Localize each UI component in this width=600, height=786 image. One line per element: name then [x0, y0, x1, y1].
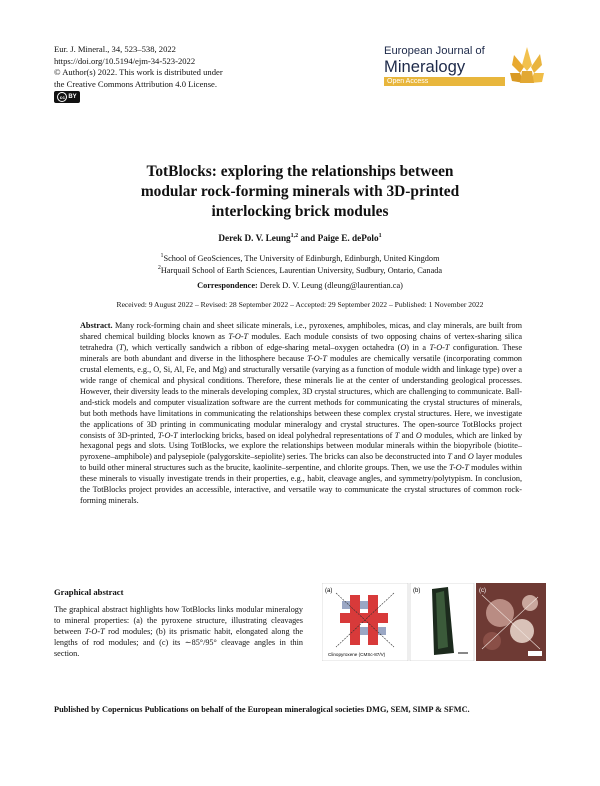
figure-panel-a-label: (a): [325, 588, 333, 594]
abstract-text: modules are chemically versatile (incorporating common crustal elements, e.g., O, Si, Al, Fe, and Mg) and structurally versatile (varying as a function of module width and linkage type) over a wide range of chemical and physical conditions. Therefore, these minerals lie at the center of understanding geological processes. However, their diversity leads to the minerals developing complex, 3D crystal structures, which are challenging to communicate. Ball-and-stick models and computer visualization software are the current methods for communicating the crystal structures of minerals, but both methods have limitations in communicating the relationships between these complex crystal structures. Here, we investigate the applications of 3D printing in communicating modular mineralogy and crystal structures. The open-source TotBlocks project consists of 3D-printed,: [80, 353, 523, 440]
abstract-term: O: [415, 430, 422, 440]
figure-panel-b-label: (b): [413, 588, 421, 594]
abstract-term: T-O-T: [228, 331, 249, 341]
affiliation-number: 1: [160, 253, 164, 259]
abstract-text: ), which vertically sandwich a ribbon of edge-sharing metal–oxygen octahedra (: [123, 342, 401, 352]
abstract-text: modules within these minerals to visually investigate trends in their properties, e.g., habit, cleavage angles, and symmetry/polytypism. In conclusion, the TotBlocks project provides an accessible, interactive, and versatile way to communicate the crystal structures of common rock-forming minerals.: [80, 463, 523, 506]
abstract-text: modules, which are linked by hexagonal pegs and slots. Using TotBlocks, we explore the relationships between modular minerals within the biopyribole (biotite–pyroxene–amphibole) and palysepiole (palygorskite–sepiolite) series. The bricks can also be deconstructed into: [80, 430, 523, 462]
affiliation-text: School of GeoSciences, The University of Edinburgh, Edinburgh, United Kingdom: [163, 253, 440, 263]
graphical-abstract-heading: Graphical abstract: [54, 587, 124, 597]
ga-text-part: rod modules; (b) its prismatic habit, elongated along the lengths of rod modules; and (c) its ∼85°/95° cleavage angles in thin section.: [54, 626, 304, 658]
figure-panel-c-label: (c): [479, 588, 486, 594]
figure-panel-a-caption: Clinopyroxene (CMSc-87/V): [328, 652, 386, 657]
abstract-text: modules. Each module consists of two opposing chains of vertex-sharing silica tetrahedra (: [80, 331, 523, 352]
crystal-cluster-icon: [506, 45, 548, 87]
abstract-term: T: [394, 430, 400, 440]
abstract-term: O: [400, 342, 407, 352]
ga-text-part: The graphical abstract highlights how TotBlocks links modular mineralogy to mineral properties: (a) the pyroxene structure, illustrating cleavages between: [54, 605, 303, 636]
journal-title-line1: European Journal of: [384, 45, 485, 57]
abstract-text: and: [401, 430, 414, 440]
copyright-line: © Author(s) 2022. This work is distributed under: [54, 67, 223, 78]
title-line: interlocking brick modules: [211, 203, 389, 220]
correspondence-label: Correspondence:: [197, 281, 258, 290]
author-name: Paige E. dePolo: [317, 233, 379, 244]
author-separator: and: [300, 233, 316, 244]
author-affiliation-ref: 1: [378, 233, 382, 239]
journal-title: [384, 45, 504, 76]
cc-by-label: BY: [68, 94, 77, 100]
abstract-term: T-O-T: [449, 463, 469, 473]
abstract: [80, 321, 522, 507]
cc-icon: cc: [57, 92, 67, 102]
abstract-term: O: [467, 452, 474, 462]
cc-by-badge[interactable]: [54, 91, 80, 103]
abstract-term: T: [447, 452, 452, 462]
affiliation: [60, 263, 540, 276]
abstract-text: Many rock-forming chain and sheet silicate minerals, i.e., pyroxenes, amphiboles, micas, and clay minerals, are built from shared chemical building blocks known as: [80, 321, 523, 341]
abstract-text: configuration. These minerals are both abundant and diverse in the lithosphere because: [80, 342, 523, 363]
license-line: the Creative Commons Attribution 4.0 License.: [54, 78, 218, 89]
abstract-term: T-O-T: [429, 342, 450, 352]
publisher-statement: Published by Copernicus Publications on behalf of the European mineralogical societies DMG, SEM, SIMP & SFMC.: [54, 705, 470, 714]
author-name: Derek D. V. Leung: [218, 233, 291, 244]
abstract-term: T-O-T: [307, 353, 327, 363]
journal-title-line2: Mineralogy: [384, 57, 466, 76]
abstract-text: and: [453, 452, 466, 462]
author-affiliation-ref: 1,2: [290, 233, 299, 239]
citation-block: [54, 44, 223, 90]
title-line: modular rock-forming minerals with 3D-printed: [140, 183, 460, 200]
abstract-label: Abstract.: [80, 321, 113, 330]
open-access-badge: Open Access: [384, 77, 505, 86]
abstract-term: T-O-T: [157, 430, 178, 440]
graphical-abstract-text: [54, 605, 303, 660]
citation: Eur. J. Mineral., 34, 523–538, 2022: [54, 44, 176, 54]
abstract-text: layer modules to build other mineral structures such as the brucite, kaolinite–serpentine, and chlorite groups. Then, we use the: [80, 452, 523, 473]
publication-dates: Received: 9 August 2022 – Revised: 28 September 2022 – Accepted: 29 September 2022 – Published: 1 November 2022: [116, 300, 484, 309]
graphical-abstract-figure[interactable]: [322, 583, 546, 661]
affiliation-number: 2: [157, 265, 161, 271]
doi-link[interactable]: https://doi.org/10.5194/ejm-34-523-2022: [54, 55, 196, 66]
title-line: TotBlocks: exploring the relationships between: [146, 163, 454, 180]
correspondence: [60, 281, 540, 290]
abstract-text: ) in a: [406, 342, 427, 352]
abstract-text: interlocking bricks, based on ideal polyhedral representations of: [180, 430, 393, 440]
correspondence-contact[interactable]: Derek D. V. Leung (dleung@laurentian.ca): [259, 281, 403, 290]
authors: [60, 233, 540, 243]
paper-title: [60, 162, 540, 222]
abstract-term: T: [118, 342, 124, 352]
ga-term: T-O-T: [84, 626, 105, 636]
affiliation-text: Harquail School of Earth Sciences, Laurentian University, Sudbury, Ontario, Canada: [160, 265, 443, 275]
